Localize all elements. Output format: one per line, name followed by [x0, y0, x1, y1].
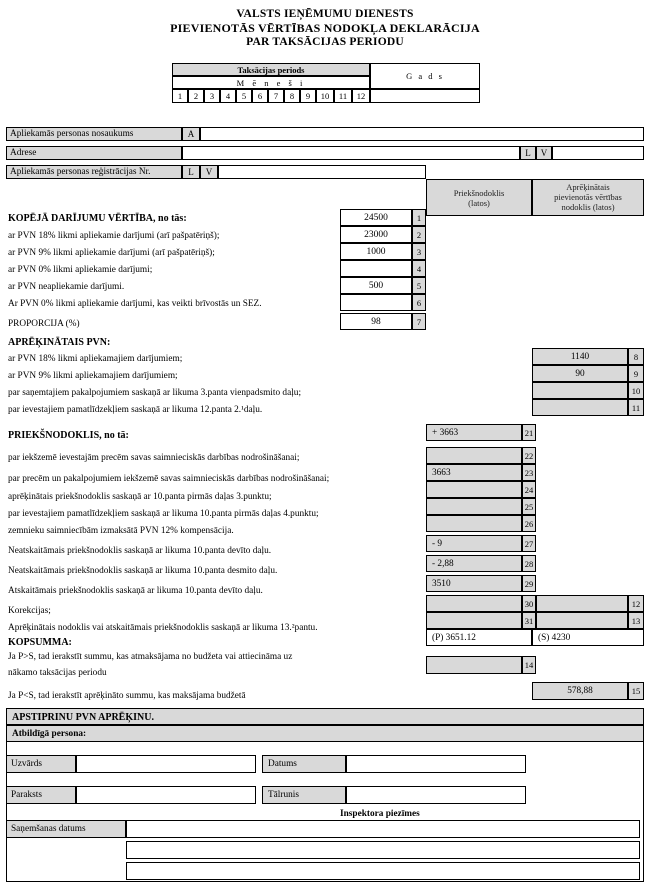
input-row-30-right-number: 12 — [628, 595, 644, 612]
address-code-v: V — [536, 146, 552, 160]
row-2-number: 2 — [412, 226, 426, 243]
input-row-25-label: par ievestajiem pamatlīdzekļiem saskaņā ar likuma 10.panta pirmās daļas 4.punktu; — [8, 509, 319, 519]
input-row-25-value[interactable] — [426, 498, 522, 515]
total-line-1-number: 14 — [522, 656, 536, 674]
input-row-28-number: 28 — [522, 555, 536, 572]
input-row-26-number: 26 — [522, 515, 536, 532]
page-title — [0, 0, 650, 49]
month-cell-6[interactable]: 6 — [252, 89, 268, 103]
period-months-label: M ē n e š i — [172, 76, 370, 89]
input-row-27-label: Neatskaitāmais priekšnodoklis saskaņā ar likuma 10.panta devīto daļu. — [8, 546, 272, 556]
vat-row-10-label: par saņemtajiem pakalpojumiem saskaņā ar likuma 3.panta vienpadsmito daļu; — [8, 388, 302, 398]
row-3-number: 3 — [412, 243, 426, 260]
input-row-21-value[interactable]: + 3663 — [426, 424, 522, 441]
address-label: Adrese — [6, 146, 182, 160]
received-date-label: Saņemšanas datums — [11, 824, 86, 834]
total-line-1-value[interactable] — [426, 656, 522, 674]
row-6-value[interactable] — [340, 294, 412, 311]
section-total-title: KOPSUMMA: — [8, 637, 72, 648]
responsible-person-bar — [6, 725, 644, 742]
input-row-31-right-value[interactable] — [536, 612, 628, 629]
row-4-value[interactable] — [340, 260, 412, 277]
input-row-28-value[interactable]: - 2,88 — [426, 555, 522, 572]
month-cell-4[interactable]: 4 — [220, 89, 236, 103]
input-row-25-number: 25 — [522, 498, 536, 515]
col-header-vat-line2: pievienotās vērtības — [554, 192, 622, 202]
surname-input[interactable] — [76, 755, 256, 773]
inspector-notes-line-1[interactable] — [126, 820, 640, 838]
inspector-notes-line-2[interactable] — [126, 841, 640, 859]
input-row-28-label: Neatskaitāmais priekšnodoklis saskaņā ar likuma 10.panta desmito daļu. — [8, 566, 278, 576]
input-row-31-right-number: 13 — [628, 612, 644, 629]
address-extra-input[interactable] — [552, 146, 644, 160]
signature-input[interactable] — [76, 786, 256, 804]
month-cell-3[interactable]: 3 — [204, 89, 220, 103]
vat-row-9-label: ar PVN 9% likmi apliekamajiem darījumiem; — [8, 371, 178, 381]
date-input[interactable] — [346, 755, 526, 773]
row-4-label: ar PVN neapliekamie darījumi. — [8, 282, 125, 292]
input-row-29-label: Atskaitāmais priekšnodoklis saskaņā ar likuma 10.panta devīto daļu. — [8, 586, 263, 596]
month-cell-8[interactable]: 8 — [284, 89, 300, 103]
vat-row-11-value[interactable] — [532, 399, 628, 416]
total-line-1: Ja P>S, tad ierakstīt summu, kas atmaksājama no budžeta vai attiecināma uz — [8, 652, 293, 662]
input-row-29-number: 29 — [522, 575, 536, 592]
row-5-value[interactable]: 500 — [340, 277, 412, 294]
input-row-30-number: 30 — [522, 595, 536, 612]
month-cell-10[interactable]: 10 — [316, 89, 334, 103]
title-line-3: PAR TAKSĀCIJAS PERIODU — [246, 36, 404, 48]
row-1-label: ar PVN 18% likmi apliekamie darījumi (arī pašpatēriņš); — [8, 231, 220, 241]
row-1-number: 1 — [412, 209, 426, 226]
row-3-value[interactable]: 1000 — [340, 243, 412, 260]
total-p-value[interactable]: (P) 3651.12 — [426, 629, 532, 646]
input-row-23-label: par precēm un pakalpojumiem iekšzemē savas saimnieciskās darbības nodrošināšanai; — [8, 474, 330, 484]
total-line-3-value[interactable]: 578,88 — [532, 682, 628, 700]
inspector-notes-label: Inspektora piezīmes — [340, 809, 420, 819]
name-label: Apliekamās personas nosaukums — [6, 127, 182, 141]
input-row-31-value[interactable] — [426, 612, 522, 629]
vat-row-8-value[interactable]: 1140 — [532, 348, 628, 365]
period-year-input[interactable] — [370, 89, 480, 103]
vat-row-10-number: 10 — [628, 382, 644, 399]
phone-label: Tālrunis — [268, 790, 299, 800]
signature-label: Paraksts — [11, 790, 42, 800]
input-row-30-value[interactable] — [426, 595, 522, 612]
vat-row-9-value[interactable]: 90 — [532, 365, 628, 382]
reg-code-l: L — [182, 165, 200, 179]
address-code-l: L — [520, 146, 536, 160]
col-header-input-tax-line1: Priekšnodoklis — [453, 188, 505, 198]
row-7-number: 7 — [412, 313, 426, 330]
input-row-24-label: aprēķinātais priekšnodoklis saskaņā ar 10.panta pirmās daļas 3.punktu; — [8, 492, 272, 502]
vat-row-10-value[interactable] — [532, 382, 628, 399]
name-input[interactable] — [200, 127, 644, 141]
vat-row-11-number: 11 — [628, 399, 644, 416]
row-4-number: 4 — [412, 260, 426, 277]
input-row-23-value[interactable]: 3663 — [426, 464, 522, 481]
month-cell-5[interactable]: 5 — [236, 89, 252, 103]
row-2-label: ar PVN 9% likmi apliekamie darījumi (arī pašpatēriņš); — [8, 248, 215, 258]
phone-input[interactable] — [346, 786, 526, 804]
title-line-2: PIEVIENOTĀS VĒRTĪBAS NODOKĻA DEKLARĀCIJA — [170, 21, 480, 35]
input-row-27-value[interactable]: - 9 — [426, 535, 522, 552]
month-cell-9[interactable]: 9 — [300, 89, 316, 103]
row-7-label: PROPORCIJA (%) — [8, 319, 80, 329]
section-calculated-vat-title: APRĒĶINĀTAIS PVN: — [8, 337, 111, 348]
period-title: Taksācijas periods — [172, 63, 370, 76]
reg-label: Apliekamās personas reģistrācijas Nr. — [6, 165, 182, 179]
input-row-26-value[interactable] — [426, 515, 522, 532]
col-header-vat-line3: nodoklis (latos) — [561, 202, 615, 212]
row-5-label: Ar PVN 0% likmi apliekamie darījumi, kas veikti brīvostās un SEZ. — [8, 299, 262, 309]
col-header-input-tax-line2: (latos) — [468, 198, 490, 208]
input-row-29-value[interactable]: 3510 — [426, 575, 522, 592]
input-row-22-value[interactable] — [426, 447, 522, 464]
section-input-tax-title: PRIEKŠNODOKLIS, no tā: — [8, 430, 129, 441]
title-line-1: VALSTS IEŅĒMUMU DIENESTS — [236, 8, 414, 20]
period-year-label: G a d s — [370, 63, 480, 89]
month-cell-1[interactable]: 1 — [172, 89, 188, 103]
name-code-a: A — [182, 127, 200, 141]
input-row-23-number: 23 — [522, 464, 536, 481]
vat-row-8-label: ar PVN 18% likmi apliekamajiem darījumiem; — [8, 354, 183, 364]
input-row-31-label: Aprēķinātais nodoklis vai atskaitāmais priekšnodoklis saskaņā ar likuma 13.²pantu. — [8, 623, 318, 633]
reg-code-v: V — [200, 165, 218, 179]
total-line-2: nākamo taksācijas periodu — [8, 668, 107, 678]
date-label: Datums — [268, 759, 297, 769]
input-row-31-number: 31 — [522, 612, 536, 629]
row-5-number: 5 — [412, 277, 426, 294]
inspector-notes-line-3[interactable] — [126, 862, 640, 880]
input-row-30-label: Korekcijas; — [8, 606, 51, 616]
vat-row-8-number: 8 — [628, 348, 644, 365]
month-cell-11[interactable]: 11 — [334, 89, 352, 103]
month-cell-2[interactable]: 2 — [188, 89, 204, 103]
input-row-24-number: 24 — [522, 481, 536, 498]
responsible-person-label: Atbildīgā persona: — [12, 729, 87, 739]
row-6-number: 6 — [412, 294, 426, 311]
month-cell-7[interactable]: 7 — [268, 89, 284, 103]
reg-input[interactable] — [218, 165, 426, 179]
month-cell-12[interactable]: 12 — [352, 89, 370, 103]
row-7-value[interactable]: 98 — [340, 313, 412, 330]
input-row-22-number: 22 — [522, 447, 536, 464]
section-total-value-title: KOPĒJĀ DARĪJUMU VĒRTĪBA, no tās: — [8, 213, 187, 224]
row-1-value[interactable]: 24500 — [340, 209, 412, 226]
confirmation-title: APSTIPRINU PVN APRĒĶINU. — [12, 712, 154, 723]
address-input[interactable] — [182, 146, 520, 160]
input-row-24-value[interactable] — [426, 481, 522, 498]
row-2-value[interactable]: 23000 — [340, 226, 412, 243]
total-line-3: Ja P<S, tad ierakstīt aprēķināto summu, kas maksājama budžetā — [8, 691, 246, 701]
input-row-27-number: 27 — [522, 535, 536, 552]
total-line-3-number: 15 — [628, 682, 644, 700]
surname-label: Uzvārds — [11, 759, 42, 769]
vat-row-11-label: par ievestajiem pamatlīdzekļiem saskaņā ar likuma 12.panta 2.¹daļu. — [8, 405, 263, 415]
input-row-21-number: 21 — [522, 424, 536, 441]
col-header-vat-line1: Aprēķinātais — [566, 182, 610, 192]
input-row-30-right-value[interactable] — [536, 595, 628, 612]
input-row-26-label: zemnieku saimniecībām izmaksātā PVN 12% kompensācija. — [8, 526, 234, 536]
input-row-22-label: par iekšzemē ievestajām precēm savas saimnieciskās darbības nodrošināšanai; — [8, 453, 300, 463]
total-s-value[interactable]: (S) 4230 — [532, 629, 644, 646]
row-3-label: ar PVN 0% likmi apliekamie darījumi; — [8, 265, 153, 275]
vat-row-9-number: 9 — [628, 365, 644, 382]
